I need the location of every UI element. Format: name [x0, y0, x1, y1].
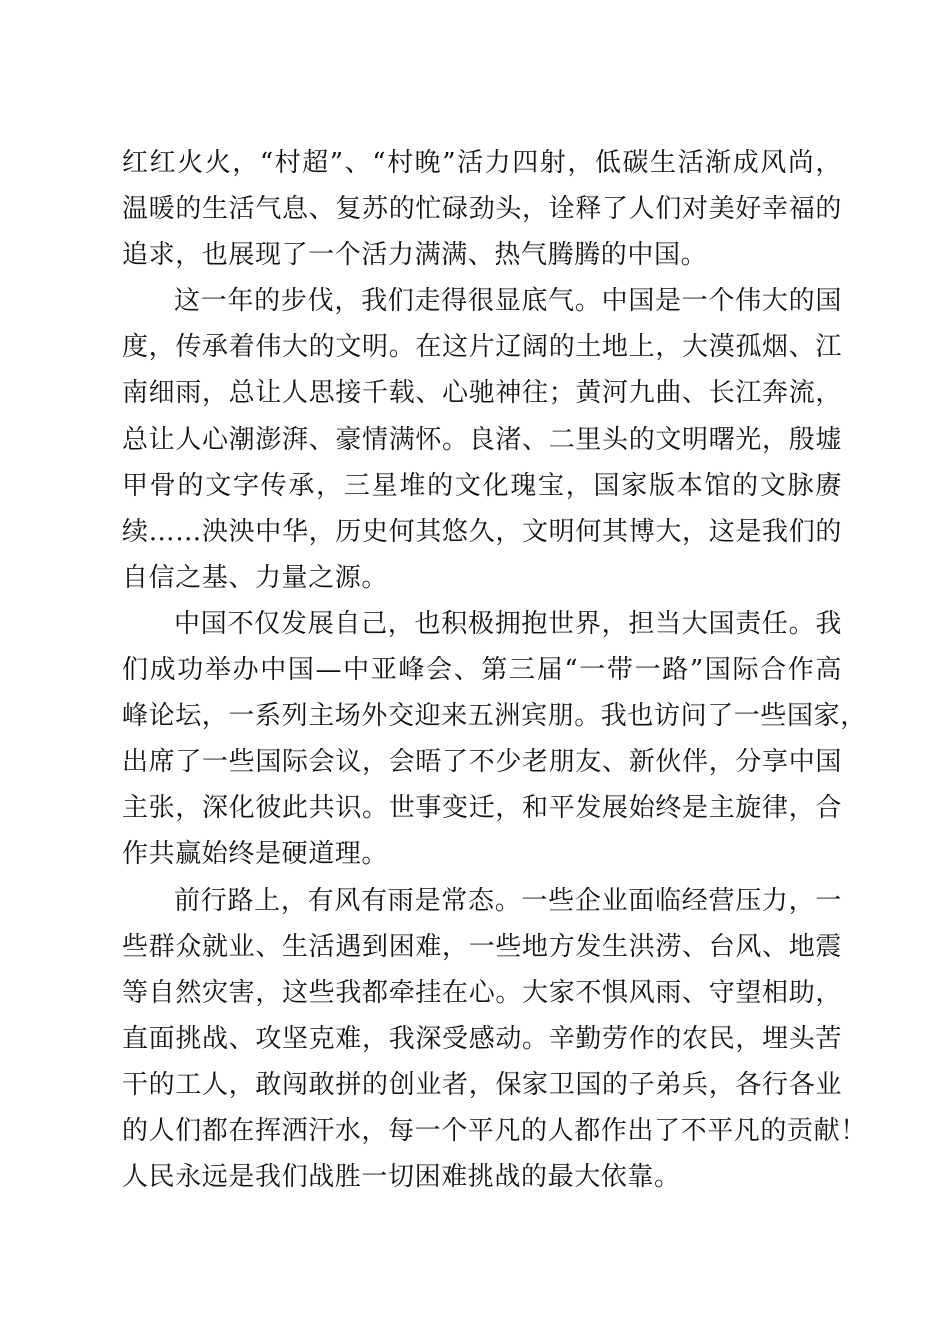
- paragraph-line: 总让人心潮澎湃、豪情满怀。良渚、二里头的文明曙光，殷墟: [122, 424, 842, 455]
- document-body: [122, 140, 867, 1200]
- paragraph-line: 的人们都在挥洒汗水，每一个平凡的人都作出了不平凡的贡献！: [122, 1115, 867, 1146]
- paragraph-line: 度，传承着伟大的文明。在这片辽阔的土地上，大漠孤烟、江: [122, 332, 842, 363]
- paragraph-line: 续……泱泱中华，历史何其悠久，文明何其博大，这是我们的: [122, 516, 842, 547]
- paragraph-line: 人民永远是我们战胜一切困难挑战的最大依靠。: [122, 1162, 681, 1193]
- paragraph-line: 们成功举办中国—中亚峰会、第三届“一带一路”国际合作高: [122, 655, 842, 686]
- paragraph-line: 等自然灾害，这些我都牵挂在心。大家不惧风雨、守望相助，: [122, 977, 842, 1008]
- paragraph-line: 南细雨，总让人思接千载、心驰神往；黄河九曲、长江奔流，: [122, 378, 842, 409]
- paragraph-line: 前行路上，有风有雨是常态。一些企业面临经营压力，一: [174, 885, 842, 916]
- paragraph-line: 追求，也展现了一个活力满满、热气腾腾的中国。: [122, 240, 708, 271]
- paragraph-line: 主张，深化彼此共识。世事变迁，和平发展始终是主旋律，合: [122, 793, 842, 824]
- paragraph-line: 中国不仅发展自己，也积极拥抱世界，担当大国责任。我: [174, 608, 842, 639]
- paragraph-line: 温暖的生活气息、复苏的忙碌劲头，诠释了人们对美好幸福的: [122, 194, 842, 225]
- paragraph-line: 出席了一些国际会议，会晤了不少老朋友、新伙伴，分享中国: [122, 747, 842, 778]
- paragraph-line: 红红火火，“村超”、“村晚”活力四射，低碳生活渐成风尚，: [122, 148, 842, 178]
- paragraph-line: 甲骨的文字传承，三星堆的文化瑰宝，国家版本馆的文脉赓: [122, 470, 842, 501]
- paragraph-line: 些群众就业、生活遇到困难，一些地方发生洪涝、台风、地震: [122, 931, 842, 962]
- paragraph-line: 峰论坛，一系列主场外交迎来五洲宾朋。我也访问了一些国家，: [122, 701, 867, 732]
- paragraph-line: 直面挑战、攻坚克难，我深受感动。辛勤劳作的农民，埋头苦: [122, 1023, 842, 1054]
- paragraph-line: 这一年的步伐，我们走得很显底气。中国是一个伟大的国: [174, 286, 842, 317]
- paragraph-line: 自信之基、力量之源。: [122, 562, 389, 593]
- paragraph-line: 作共赢始终是硬道理。: [122, 839, 389, 870]
- paragraph-line: 干的工人，敢闯敢拼的创业者，保家卫国的子弟兵，各行各业: [122, 1069, 842, 1100]
